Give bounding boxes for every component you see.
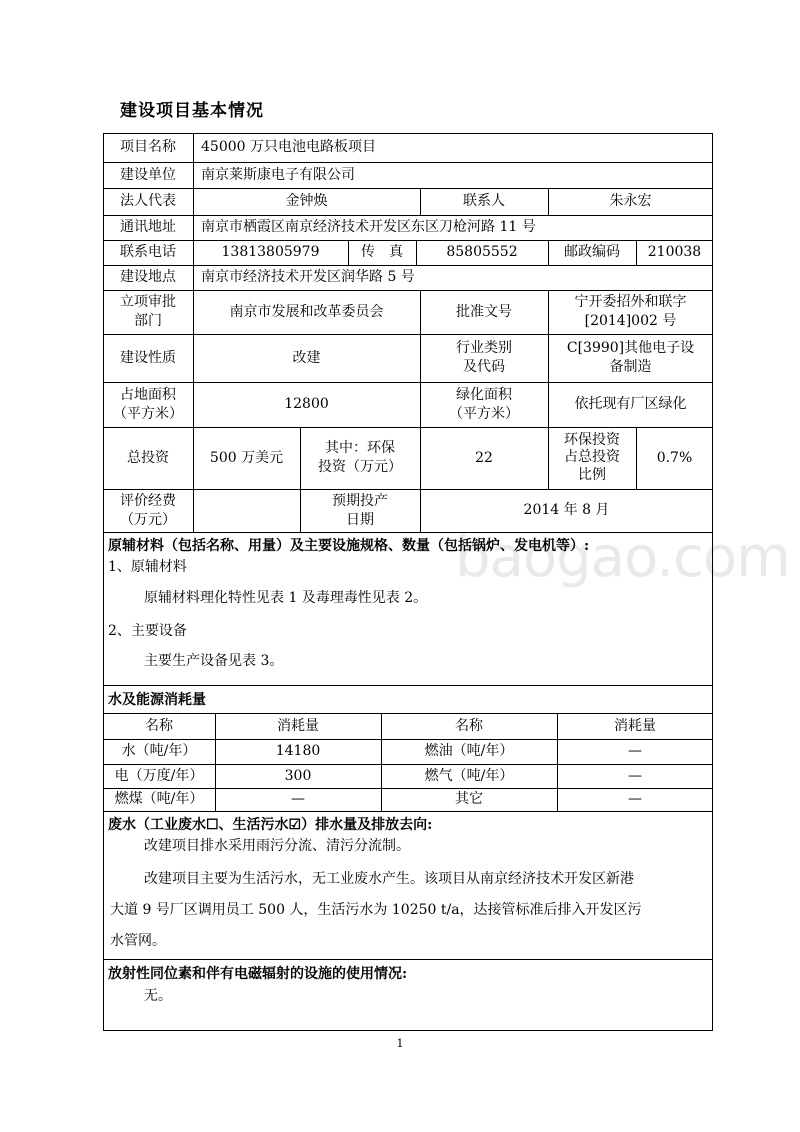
contact-value: 朱永宏 (609, 193, 652, 210)
project-name-label: 项目名称 (120, 139, 176, 156)
industry-line1: C[3990]其他电子设 (566, 340, 695, 357)
energy-row-coal-name: 燃煤（吨/年） (114, 791, 204, 808)
location-label: 建设地点 (120, 269, 176, 286)
env-ratio-value: 0.7% (656, 449, 693, 466)
wastewater-title: 废水（工业废水☐、生活污水☑）排水量及排放去向: (108, 817, 433, 833)
env-ratio-label-line3: 比例 (578, 466, 606, 483)
invest-label: 总投资 (127, 449, 169, 466)
energy-row-gas-amount: — (628, 767, 642, 784)
green-value: 依托现有厂区绿化 (574, 396, 687, 413)
phone-value: 13813805979 (221, 244, 320, 261)
energy-title: 水及能源消耗量 (108, 692, 206, 708)
area-label (103, 382, 193, 427)
energy-row-oil-amount: — (628, 743, 642, 760)
materials-title: 原辅材料（包括名称、用量）及主要设施规格、数量（包括锅炉、发电机等）: (108, 538, 590, 554)
production-label (300, 489, 420, 532)
wastewater-p1: 改建项目排水采用雨污分流、清污分流制。 (144, 838, 410, 854)
energy-row-power-name: 电（万度/年） (114, 767, 204, 784)
eval-fee-value (193, 489, 300, 532)
nature-value: 改建 (292, 349, 321, 366)
energy-row-other-name: 其它 (455, 791, 483, 808)
approval-dept-label-line1: 立项审批 (120, 294, 176, 311)
energy-header-name-1: 名称 (145, 717, 173, 734)
address-value: 南京市栖霞区南京经济技术开发区东区刀枪河路 11 号 (201, 219, 536, 236)
production-label-line1: 预期投产 (332, 492, 388, 509)
postcode-value: 210038 (647, 244, 702, 261)
eval-fee-label-line2: （万元） (120, 511, 176, 528)
eval-fee-label (103, 489, 193, 532)
env-invest-label-line2: 投资（万元） (318, 459, 402, 475)
materials-item2-desc: 主要生产设备见表 3。 (144, 653, 284, 669)
approval-dept-label (103, 290, 193, 334)
page-title: 建设项目基本情况 (120, 101, 264, 121)
green-label-line2: （平方米） (449, 405, 519, 422)
approval-no-value (548, 290, 713, 334)
legal-rep-value: 金钟焕 (285, 193, 328, 210)
energy-header-amount-2: 消耗量 (614, 717, 656, 734)
approval-dept-value: 南京市发展和改革委员会 (229, 303, 384, 320)
env-ratio-label-line2: 占总投资 (564, 449, 620, 466)
radiation-text: 无。 (144, 988, 172, 1004)
postcode-label: 邮政编码 (564, 244, 620, 261)
materials-item2: 2、主要设备 (108, 623, 187, 639)
phone-label: 联系电话 (120, 244, 176, 261)
production-label-line2: 日期 (346, 511, 374, 528)
industry-value (548, 334, 713, 382)
energy-row-coal-amount: — (291, 791, 305, 808)
invest-value: 500 万美元 (209, 449, 284, 466)
unit-value: 南京莱斯康电子有限公司 (201, 166, 355, 183)
approval-no-line1: 宁开委招外和联字 (574, 294, 687, 311)
area-label-line1: 占地面积 (120, 386, 176, 403)
industry-label (420, 334, 548, 382)
energy-row-power-amount: 300 (284, 767, 312, 784)
materials-item1-desc: 原辅材料理化特性见表 1 及毒理毒性见表 2。 (144, 590, 428, 606)
green-label-line1: 绿化面积 (456, 386, 512, 403)
materials-item1: 1、原辅材料 (108, 559, 187, 575)
energy-row-other-amount: — (628, 791, 642, 808)
nature-label: 建设性质 (120, 349, 176, 366)
wastewater-p2-line1: 改建项目主要为生活污水，无工业废水产生。该项目从南京经济技术开发区新港 (144, 871, 634, 887)
unit-label: 建设单位 (120, 166, 176, 183)
env-invest-value: 22 (475, 449, 493, 466)
fax-label: 传 真 (361, 244, 403, 261)
energy-header-amount-1: 消耗量 (277, 717, 319, 734)
location-value: 南京市经济技术开发区润华路 5 号 (201, 269, 415, 286)
area-label-line2: （平方米） (113, 405, 183, 422)
env-ratio-label (548, 427, 636, 489)
eval-fee-label-line1: 评价经费 (120, 492, 176, 509)
approval-no-label: 批准文号 (456, 303, 512, 320)
area-value: 12800 (284, 396, 329, 413)
production-value: 2014 年 8 月 (523, 502, 610, 519)
radiation-title: 放射性同位素和伴有电磁辐射的设施的使用情况: (108, 966, 408, 982)
contact-label: 联系人 (463, 193, 505, 210)
fax-value: 85805552 (446, 244, 518, 261)
legal-rep-label: 法人代表 (120, 193, 176, 210)
address-label: 通讯地址 (120, 219, 176, 236)
env-invest-label-line1: 其中：环保 (325, 440, 395, 457)
wastewater-p2-line3: 水管网。 (110, 933, 166, 949)
page-number: 1 (396, 1037, 404, 1050)
approval-dept-label-line2: 部门 (134, 313, 162, 329)
approval-no-line2: [2014]002 号 (584, 313, 677, 329)
env-invest-label (300, 427, 420, 489)
industry-label-line2: 及代码 (463, 359, 505, 375)
green-label (420, 382, 548, 427)
project-name-value: 45000 万只电池电路板项目 (201, 139, 376, 156)
energy-header-name-2: 名称 (455, 717, 483, 734)
energy-row-water-name: 水（吨/年） (121, 743, 197, 760)
energy-row-gas-name: 燃气（吨/年） (424, 767, 514, 784)
watermark: baogao.com (455, 525, 790, 590)
industry-line2: 备制造 (609, 359, 652, 375)
industry-label-line1: 行业类别 (456, 340, 512, 357)
wastewater-p2-line2: 大道 9 号厂区调用员工 500 人，生活污水为 10250 t/a，达接管标准后排入开发区污 (110, 902, 642, 918)
env-ratio-label-line1: 环保投资 (564, 431, 620, 448)
energy-row-water-amount: 14180 (275, 743, 321, 760)
energy-row-oil-name: 燃油（吨/年） (424, 743, 514, 760)
